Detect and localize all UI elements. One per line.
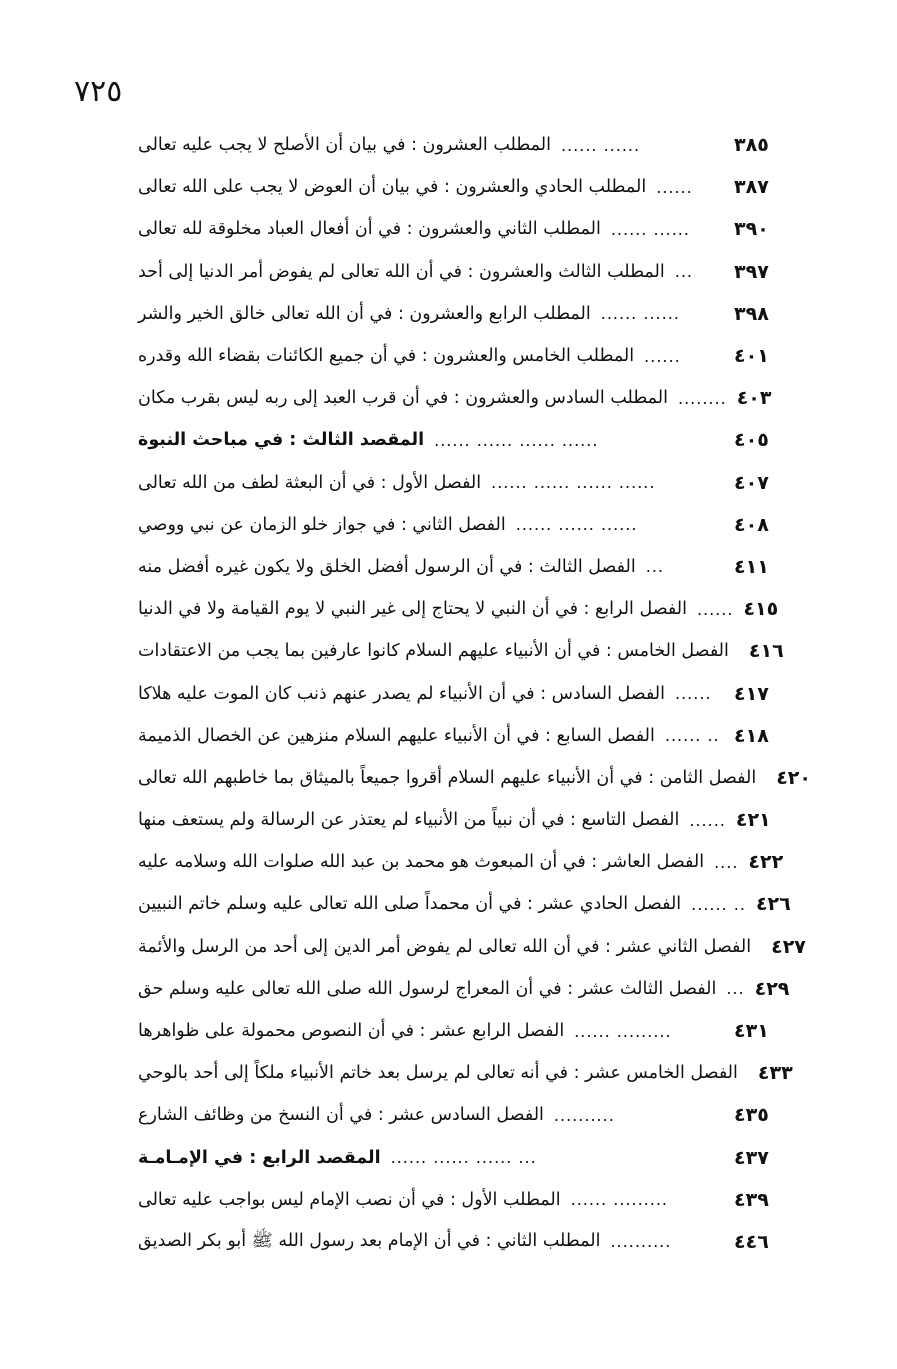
toc-entry	[138, 630, 806, 672]
toc-entry-page-number: ٤٢٩	[754, 977, 790, 1000]
toc-entry	[138, 377, 806, 419]
toc-entry	[138, 1010, 806, 1052]
toc-entry-leader-dots: ........	[678, 388, 727, 408]
toc-entry-page-number: ٣٩٨	[734, 302, 769, 325]
toc-entry-title: المطلب الخامس والعشرون : في أن جميع الكائنات بقضاء الله وقدره	[138, 346, 635, 367]
toc-entry	[138, 715, 806, 757]
toc-entry-leader-dots: ...... ...... ...... ...	[390, 1148, 537, 1168]
toc-entry-leader-dots: ......	[696, 599, 734, 619]
toc-entry	[138, 1052, 806, 1094]
toc-entry-title: الفصل الأول : في أن البعثة لطف من الله تعالى	[138, 472, 482, 493]
toc-entry-title: الفصل الحادي عشر : في أن محمداً صلى الله تعالى عليه وسلم خاتم النبيين	[138, 894, 682, 915]
toc-entry-title: الفصل التاسع : في أن نبياً من الأنبياء لم يعتذر عن الرسالة ولم يستعف منها	[138, 810, 680, 831]
toc-entry-leader-dots: ......	[675, 684, 712, 704]
toc-entry	[138, 757, 811, 799]
toc-entry-leader-dots: ...... ..	[664, 726, 720, 746]
toc-entry-page-number: ٣٩٧	[734, 260, 769, 283]
toc-entry-page-number: ٤٢٢	[748, 851, 784, 874]
toc-entry-leader-dots: ..........	[610, 1232, 672, 1252]
toc-entry-page-number: ٤٠٥	[734, 429, 769, 452]
toc-entry	[138, 672, 806, 714]
toc-entry	[138, 166, 806, 208]
toc-entry-page-number: ٣٩٠	[734, 218, 769, 241]
toc-entry-leader-dots: ...... .........	[570, 1190, 668, 1210]
toc-entry-title: الفصل الخامس عشر : في أنه تعالى لم يرسل بعد خاتم الأنبياء ملكاً إلى أحد بالوحي	[138, 1063, 738, 1084]
toc-entry-title: الفصل الثامن : في أن الأنبياء عليهم السلام أقروا جميعاً بالميثاق بما خاطبهم الله تعالى	[138, 767, 757, 788]
toc-entry-page-number: ٤١١	[734, 555, 769, 578]
toc-entry-title: الفصل العاشر : في أن المبعوث هو محمد بن عبد الله صلوات الله وسلامه عليه	[138, 852, 705, 873]
toc-entry	[138, 841, 806, 883]
toc-entry-page-number: ٤٢١	[735, 809, 771, 832]
toc-entry-title: الفصل السابع : في أن الأنبياء عليهم السلام منزهين عن الخصال الذميمة	[138, 725, 655, 746]
toc-entry-page-number: ٤٣٥	[734, 1104, 769, 1127]
toc-entry-title: المطلب الثاني والعشرون : في أن أفعال العباد مخلوقة لله تعالى	[138, 219, 601, 240]
toc-entry	[138, 208, 806, 250]
toc-entry-title: الفصل الثالث عشر : في أن المعراج لرسول الله صلى الله تعالى عليه وسلم حق	[138, 978, 717, 999]
toc-entry-page-number: ٣٨٥	[734, 134, 769, 157]
toc-entry	[138, 251, 806, 293]
toc-entry	[138, 1094, 806, 1136]
toc-entry-title: المطلب الثالث والعشرون : في أن الله تعالى لم يفوض أمر الدنيا إلى أحد	[138, 261, 665, 282]
toc-entry-title: الفصل الثاني : في جواز خلو الزمان عن نبي ووصي	[138, 514, 506, 535]
toc-entry	[138, 462, 806, 504]
toc-entry-leader-dots: ......	[689, 810, 726, 830]
toc-entry-leader-dots: ......	[644, 346, 681, 366]
toc-entry-title: الفصل الثالث : في أن الرسول أفضل الخلق ولا يكون غيره أفضل منه	[138, 556, 636, 577]
table-of-contents	[138, 124, 811, 1263]
toc-entry-page-number: ٤٤٦	[734, 1230, 769, 1253]
toc-entry	[138, 419, 806, 461]
toc-entry-leader-dots: ...	[645, 557, 664, 577]
page-number: ٧٢٥	[74, 74, 123, 109]
toc-entry-page-number: ٤٣٧	[734, 1146, 769, 1169]
toc-entry-page-number: ٤٠٨	[734, 513, 769, 536]
toc-entry-page-number: ٤٠٧	[734, 471, 769, 494]
toc-entry-leader-dots: ...	[674, 262, 694, 282]
toc-entry-leader-dots: ....	[714, 852, 739, 872]
toc-entry-title: المطلب العشرون : في بيان أن الأصلح لا يجب عليه تعالى	[138, 135, 551, 156]
toc-entry-page-number: ٤١٥	[743, 598, 779, 621]
toc-entry-title: المطلب الرابع والعشرون : في أن الله تعالى خالق الخير والشر	[138, 303, 591, 324]
toc-entry-leader-dots: ...	[726, 979, 745, 999]
toc-entry	[138, 1221, 806, 1263]
toc-entry-leader-dots: ......	[656, 177, 693, 197]
toc-entry-page-number: ٤٢٦	[755, 893, 791, 916]
toc-entry-page-number: ٤٣٣	[757, 1062, 793, 1085]
toc-entry-page-number: ٤١٦	[748, 640, 784, 663]
toc-entry-title: المطلب الحادي والعشرون : في بيان أن العوض لا يجب على الله تعالى	[138, 177, 647, 198]
toc-entry	[138, 124, 806, 166]
toc-entry	[138, 546, 806, 588]
toc-entry	[138, 293, 806, 335]
toc-entry-page-number: ٤١٨	[734, 724, 769, 747]
toc-entry-leader-dots: ...... ..	[691, 894, 746, 914]
toc-entry-page-number: ٤٣٩	[734, 1188, 769, 1211]
toc-entry-page-number: ٤٢٧	[771, 935, 806, 958]
toc-entry-leader-dots: ...... .........	[574, 1021, 672, 1041]
toc-entry	[138, 883, 806, 925]
toc-entry-title: المطلب السادس والعشرون : في أن قرب العبد إلى ربه ليس بقرب مكان	[138, 388, 668, 409]
toc-entry	[138, 926, 806, 968]
toc-entry-page-number: ٤١٧	[734, 682, 769, 705]
toc-entry-leader-dots: ...... ......	[610, 219, 690, 239]
toc-entry-leader-dots: ...... ...... ...... ......	[491, 473, 656, 493]
toc-entry	[138, 1179, 806, 1221]
toc-entry-title: الفصل السادس عشر : في أن النسخ من وظائف الشارع	[138, 1105, 544, 1126]
toc-entry-page-number: ٤٢٠	[776, 766, 811, 789]
toc-entry	[138, 335, 806, 377]
toc-entry-title: المقصد الرابع : في الإمـامـة	[138, 1147, 381, 1168]
toc-entry	[138, 1137, 806, 1179]
toc-entry-page-number: ٤٣١	[734, 1020, 769, 1043]
toc-entry-title: الفصل الخامس : في أن الأنبياء عليهم السلام كانوا عارفين بما يجب من الاعتقادات	[138, 641, 729, 662]
toc-entry-title: المطلب الثاني : في أن الإمام بعد رسول الله ﷺ أبو بكر الصديق	[138, 1230, 601, 1251]
toc-entry-page-number: ٣٨٧	[734, 176, 769, 199]
toc-entry-title: المقصد الثالث : في مباحث النبوة	[138, 430, 425, 451]
toc-entry-title: المطلب الأول : في أن نصب الإمام ليس بواجب عليه تعالى	[138, 1189, 561, 1210]
toc-entry-leader-dots: ..........	[553, 1105, 615, 1125]
toc-entry-title: الفصل الثاني عشر : في أن الله تعالى لم يفوض أمر الدين إلى أحد من الرسل والأئمة	[138, 936, 752, 957]
toc-entry-leader-dots: ...... ......	[560, 135, 641, 155]
toc-entry	[138, 588, 806, 630]
toc-entry-page-number: ٤٠٣	[736, 387, 772, 410]
toc-entry-title: الفصل الرابع : في أن النبي لا يحتاج إلى غير النبي لا يوم القيامة ولا في الدنيا	[138, 599, 687, 620]
toc-entry	[138, 968, 806, 1010]
toc-entry-title: الفصل الرابع عشر : في أن النصوص محمولة على ظواهرها	[138, 1021, 565, 1042]
toc-entry-leader-dots: ...... ...... ...... ......	[434, 430, 599, 450]
toc-entry-leader-dots: ...... ...... ......	[515, 515, 638, 535]
toc-entry-page-number: ٤٠١	[734, 345, 769, 368]
toc-entry	[138, 799, 806, 841]
toc-entry	[138, 504, 806, 546]
toc-entry-leader-dots: ...... ......	[600, 304, 680, 324]
toc-entry-title: الفصل السادس : في أن الأنبياء لم يصدر عنهم ذنب كان الموت عليه هلاكا	[138, 683, 665, 704]
